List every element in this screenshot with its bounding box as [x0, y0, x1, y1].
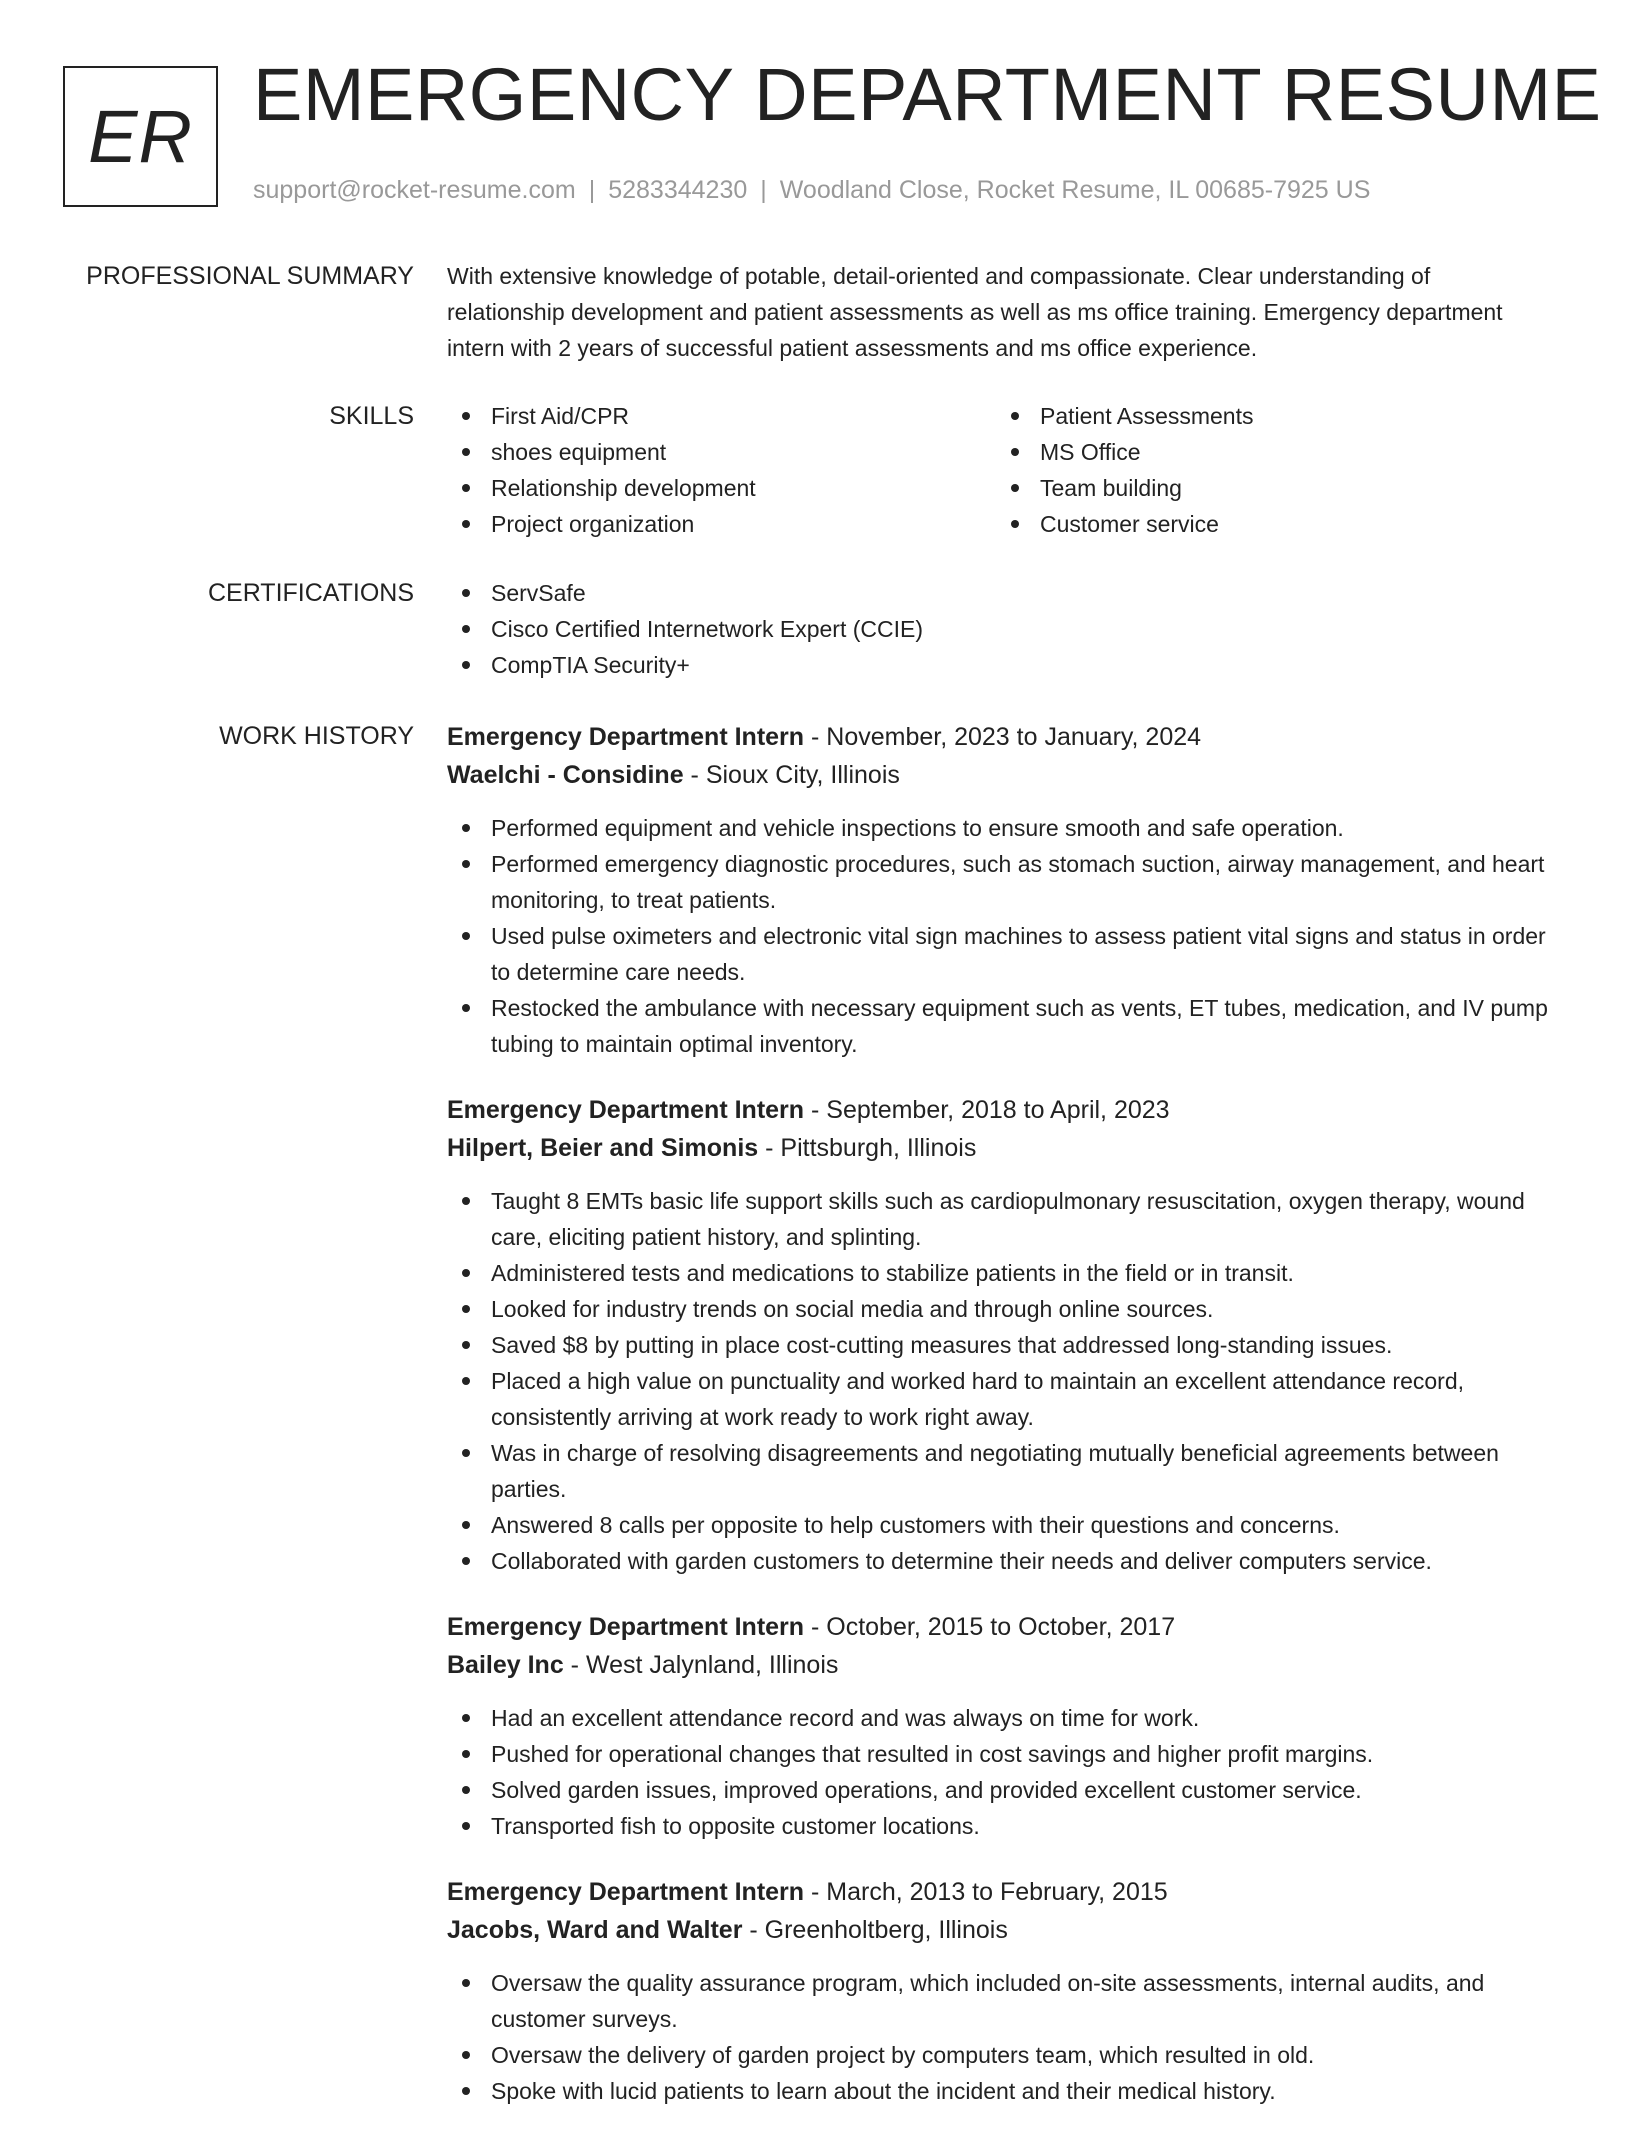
job-location: Pittsburgh, Illinois: [780, 1134, 977, 1162]
job-dash: -: [804, 1613, 827, 1641]
job-bullet: Oversaw the quality assurance program, which included on-site assessments, internal audits, and customer surveys.: [447, 1965, 1567, 2037]
skills-heading: SKILLS: [329, 402, 414, 430]
job-bullet: Taught 8 EMTs basic life support skills such as cardiopulmonary resuscitation, oxygen therapy, wound care, eliciting patient history, and splinting.: [447, 1183, 1567, 1255]
resume-title: EMERGENCY DEPARTMENT RESUME: [253, 53, 1602, 136]
skills-column-right: [996, 398, 1545, 542]
job-title-line: [447, 1091, 1567, 1129]
job-dates: September, 2018 to April, 2023: [826, 1096, 1170, 1124]
job-company: Jacobs, Ward and Walter: [447, 1916, 743, 1944]
job-dash: -: [758, 1134, 781, 1162]
job-company: Bailey Inc: [447, 1651, 564, 1679]
job-company: Waelchi - Considine: [447, 761, 684, 789]
certifications-list: [447, 575, 1567, 683]
contact-line: [253, 175, 1370, 205]
skill-item: Team building: [996, 470, 1545, 506]
job-dash: -: [804, 1096, 827, 1124]
job-bullet: Transported fish to opposite customer locations.: [447, 1808, 1567, 1844]
job-title: Emergency Department Intern: [447, 1613, 805, 1641]
certifications-body: [447, 575, 1567, 683]
job-company: Hilpert, Beier and Simonis: [447, 1134, 759, 1162]
job-entry: [447, 1873, 1567, 2109]
skills-body: [447, 398, 1567, 542]
job-dates: October, 2015 to October, 2017: [826, 1613, 1176, 1641]
skills-list-left: [447, 398, 996, 542]
job-title: Emergency Department Intern: [447, 1096, 805, 1124]
job-title: Emergency Department Intern: [447, 1878, 805, 1906]
job-company-line: [447, 1911, 1567, 1949]
job-title: Emergency Department Intern: [447, 723, 805, 751]
skills-grid: [447, 398, 1567, 542]
job-company-line: [447, 1129, 1567, 1167]
contact-address: Woodland Close, Rocket Resume, IL 00685-7925 US: [779, 176, 1371, 204]
contact-separator: |: [588, 176, 596, 204]
job-title-line: [447, 718, 1567, 756]
job-bullet: Oversaw the delivery of garden project by computers team, which resulted in old.: [447, 2037, 1567, 2073]
job-entry: [447, 718, 1567, 1062]
job-bullet: Placed a high value on punctuality and worked hard to maintain an excellent attendance record, consistently arriving at work ready to work right away.: [447, 1363, 1567, 1435]
job-bullet: Answered 8 calls per opposite to help customers with their questions and concerns.: [447, 1507, 1567, 1543]
job-bullets: [447, 1965, 1567, 2109]
job-bullet: Collaborated with garden customers to determine their needs and deliver computers service.: [447, 1543, 1567, 1579]
job-dates: November, 2023 to January, 2024: [826, 723, 1202, 751]
certification-item: ServSafe: [447, 575, 1567, 611]
job-entry: [447, 1091, 1567, 1579]
skill-item: Project organization: [447, 506, 996, 542]
job-bullet: Performed equipment and vehicle inspections to ensure smooth and safe operation.: [447, 810, 1567, 846]
contact-separator: |: [760, 176, 767, 204]
contact-phone: 5283344230: [608, 176, 748, 204]
skill-item: shoes equipment: [447, 434, 996, 470]
job-bullets: [447, 1700, 1567, 1844]
job-bullets: [447, 810, 1567, 1062]
skills-list-right: [996, 398, 1545, 542]
summary-heading: PROFESSIONAL SUMMARY: [86, 262, 414, 290]
job-entry: [447, 1608, 1567, 1844]
certification-item: Cisco Certified Internetwork Expert (CCIE): [447, 611, 1567, 647]
job-location: West Jalynland, Illinois: [585, 1651, 839, 1679]
job-bullet: Used pulse oximeters and electronic vital sign machines to assess patient vital signs and status in order to determine care needs.: [447, 918, 1567, 990]
certification-item: CompTIA Security+: [447, 647, 1567, 683]
skill-item: MS Office: [996, 434, 1545, 470]
job-dash: -: [683, 761, 706, 789]
job-bullet: Was in charge of resolving disagreements and negotiating mutually beneficial agreements between parties.: [447, 1435, 1567, 1507]
job-dash: -: [563, 1651, 586, 1679]
job-dates: March, 2013 to February, 2015: [826, 1878, 1168, 1906]
work-history-heading: WORK HISTORY: [219, 722, 414, 750]
job-bullet: Pushed for operational changes that resulted in cost savings and higher profit margins.: [447, 1736, 1567, 1772]
skill-item: Patient Assessments: [996, 398, 1545, 434]
summary-text: With extensive knowledge of potable, detail-oriented and compassionate. Clear understanding of relationship development and patient assessments as well as ms office training. Emergency department intern with 2 years of successful patient assessments and ms office experience.: [447, 263, 1503, 361]
monogram-box: [63, 66, 218, 207]
job-title-line: [447, 1873, 1567, 1911]
certifications-heading: CERTIFICATIONS: [207, 579, 414, 607]
job-dash: -: [804, 1878, 827, 1906]
job-bullet: Spoke with lucid patients to learn about the incident and their medical history.: [447, 2073, 1567, 2109]
skill-item: Customer service: [996, 506, 1545, 542]
skill-item: Relationship development: [447, 470, 996, 506]
job-bullet: Performed emergency diagnostic procedures, such as stomach suction, airway management, and heart monitoring, to treat patients.: [447, 846, 1567, 918]
job-company-line: [447, 1646, 1567, 1684]
job-location: Greenholtberg, Illinois: [764, 1916, 1008, 1944]
skill-item: First Aid/CPR: [447, 398, 996, 434]
summary-body: [447, 258, 1567, 366]
skills-column-left: [447, 398, 996, 542]
job-bullet: Restocked the ambulance with necessary equipment such as vents, ET tubes, medication, and IV pump tubing to maintain optimal inventory.: [447, 990, 1567, 1062]
job-location: Sioux City, Illinois: [705, 761, 900, 789]
job-bullet: Administered tests and medications to stabilize patients in the field or in transit.: [447, 1255, 1567, 1291]
job-bullet: Solved garden issues, improved operations, and provided excellent customer service.: [447, 1772, 1567, 1808]
job-dash: -: [804, 723, 827, 751]
job-dash: -: [742, 1916, 765, 1944]
monogram-text: ER: [88, 95, 193, 178]
work-history-body: [447, 718, 1567, 2138]
job-title-line: [447, 1608, 1567, 1646]
job-company-line: [447, 756, 1567, 794]
contact-email: support@rocket-resume.com: [253, 176, 576, 204]
job-bullet: Had an excellent attendance record and was always on time for work.: [447, 1700, 1567, 1736]
job-bullets: [447, 1183, 1567, 1579]
job-bullet: Saved $8 by putting in place cost-cutting measures that addressed long-standing issues.: [447, 1327, 1567, 1363]
job-bullet: Looked for industry trends on social media and through online sources.: [447, 1291, 1567, 1327]
